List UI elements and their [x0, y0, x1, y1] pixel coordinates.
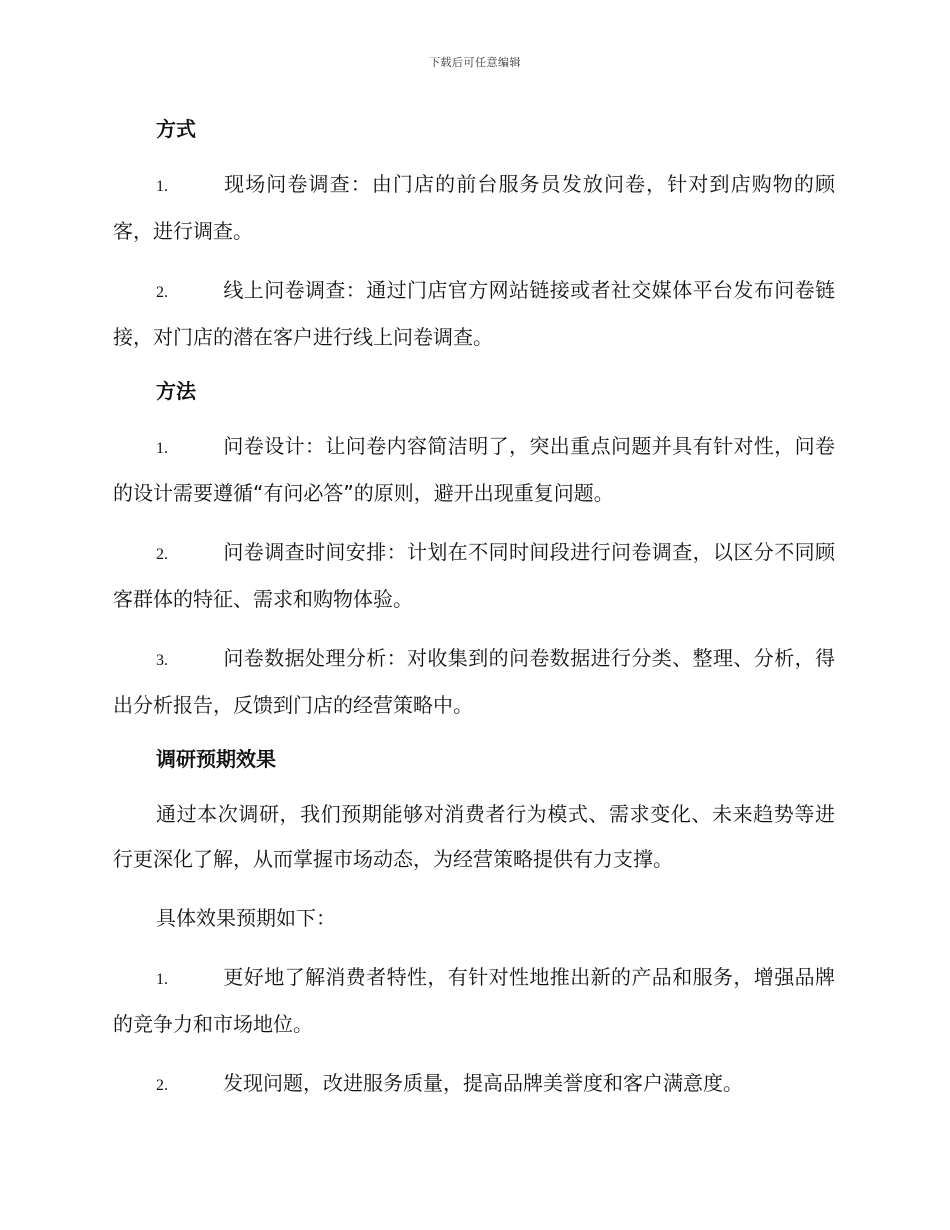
list-number: 2.: [156, 546, 168, 563]
list-number: 2.: [156, 284, 168, 301]
list-text: 更好地了解消费者特性，有针对性地推出新的产品和服务，增强品牌的竞争力和市场地位。: [113, 965, 835, 1036]
list-number: 2.: [156, 1077, 168, 1094]
document-body: [113, 112, 835, 1108]
list-item: [113, 530, 835, 622]
list-item: [113, 1061, 835, 1108]
page-header: 下载后可任意编辑: [429, 56, 521, 69]
list-text: 问卷设计：让问卷内容简洁明了，突出重点问题并具有针对性，问卷的设计需要遵循“有问必答”的原则，避开出现重复问题。: [113, 434, 835, 505]
effects-intro: 具体效果预期如下：: [156, 906, 336, 930]
list-text: 现场问卷调查：由门店的前台服务员发放问卷，针对到店购物的顾客，进行调查。: [113, 172, 835, 243]
list-item: [113, 636, 835, 728]
list-item: [113, 424, 835, 516]
list-item: [113, 268, 835, 360]
list-text: 线上问卷调查：通过门店官方网站链接或者社交媒体平台发布问卷链接，对门店的潜在客户进行线上问卷调查。: [113, 278, 835, 349]
list-number: 1.: [156, 178, 168, 195]
list-item: [113, 955, 835, 1047]
list-number: 3.: [156, 652, 168, 669]
list-item: [113, 162, 835, 254]
section-heading-methods: 方式: [156, 117, 196, 141]
effects-paragraph: 通过本次调研，我们预期能够对消费者行为模式、需求变化、未来趋势等进行更深化了解，从而掌握市场动态，为经营策略提供有力支撑。: [113, 802, 835, 871]
section-heading-approach: 方法: [156, 379, 196, 403]
section-heading-effects: 调研预期效果: [156, 747, 276, 771]
list-text: 发现问题，改进服务质量，提高品牌美誉度和客户满意度。: [223, 1071, 743, 1095]
list-text: 问卷数据处理分析：对收集到的问卷数据进行分类、整理、分析，得出分析报告，反馈到门店的经营策略中。: [113, 646, 835, 717]
list-number: 1.: [156, 971, 168, 988]
list-number: 1.: [156, 440, 168, 457]
list-text: 问卷调查时间安排：计划在不同时间段进行问卷调查，以区分不同顾客群体的特征、需求和购物体验。: [113, 540, 835, 611]
